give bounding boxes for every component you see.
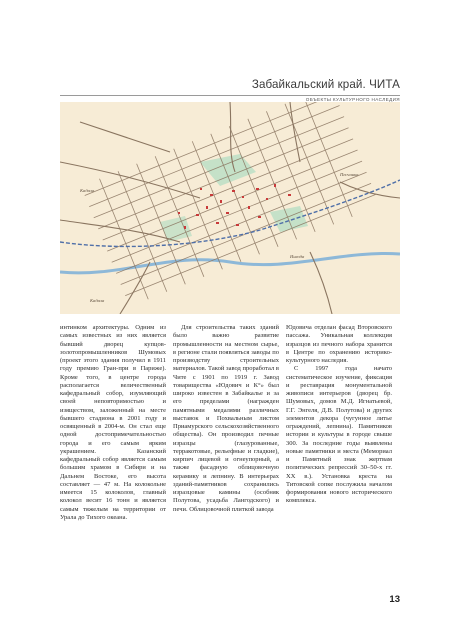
map-river: [60, 254, 400, 273]
paragraph: интинком архитектуры. Одним из самых известных из них является бывший дворец купцов-золотопромышленников Шумовых (проект этого здания получил в 1911 году премию Гран-при в Париже). Кроме того, в центре города располагается величественный кафедральный собор, изумляющий своей неповторимостью и изяществом, заложенный на месте бывшего стадиона в 2001 году и освященный в 2004-м. Он стал еще одной достопримечательностью города и его самым ярким украшением. Казанский кафедральный собор является самым большим храмом в Сибири и на Дальнем Востоке, его высота составляет — 47 м. На колокольне имеется 15 колоколов, главный колокол весит 16 тонн и является самым тяжелым на территории от Урала до Тихого океана.: [60, 324, 166, 521]
text-column-2: [173, 324, 279, 514]
paragraph: С 1997 года начато систематическое изучение, фиксация и реставрация монументальной живописи интерьеров (дворец бр. Шумовых, домов М.Д. Игнатьевой, Г.Г. Энгеля, Д.В. Полутова) и других элементов декора (чугунное литье ограждений, лепнина). Памятников истории и культуры в городе свыше 300. За последние годы выявлены новые памятники и места (Мемориал и Памятный знак жертвам политических репрессий 30–50-х гг. XX в.). Установка креста на Титовской сопке послужила началом формирования нового исторического комплекса.: [286, 365, 392, 505]
text-column-1: [60, 324, 166, 522]
map-park: [270, 206, 308, 232]
map-label-peschanka: Песчанка: [340, 172, 359, 177]
page-header-title: Забайкальский край. ЧИТА: [251, 78, 400, 91]
text-column-3: [286, 324, 392, 506]
page-header-subtitle: ОБЪЕКТЫ КУЛЬТУРНОГО НАСЛЕДИЯ: [305, 97, 400, 102]
map-label-ingoda: Ингода: [290, 254, 305, 259]
map-label-kadala-1: Кадала: [80, 188, 95, 193]
map-label-kadala-2: Кадала: [90, 298, 105, 303]
city-map: [60, 102, 400, 314]
header-rule: [60, 95, 400, 96]
city-map-drawing: [60, 102, 400, 314]
paragraph: Юдовича отделан фасад Второвского пассажа. Уникальная коллекция изразцов из печного набора хранится в Центре по охранению историко-культурного наследия.: [286, 324, 392, 364]
paragraph: Для строительства таких зданий было важно развитие промышленности на местном сырье, в регионе стали появляться заводы по производству строительных материалов. Такой завод проработал в Чите с 1901 по 1919 г. Завод товарищества «Юдович и К°» был широко известен в Забайкалье и за его пределами (награжден памятными медалями различных выставок и Похвальным листом Приамурского сельскохозяйственного общества). Он производил печные изразцы (глазурованные, терракотовые, рельефные и гладкие), кирпич лицевой и огнеупорный, а также фасадную облицовочную керамику и лепнину. В интерьерах зданий-памятников сохранились изразцовые камины (особняк Полутова, усадьба Лангодского) и печи. Облицовочной плиткой завода: [173, 324, 279, 513]
page-number: 13: [389, 594, 400, 605]
